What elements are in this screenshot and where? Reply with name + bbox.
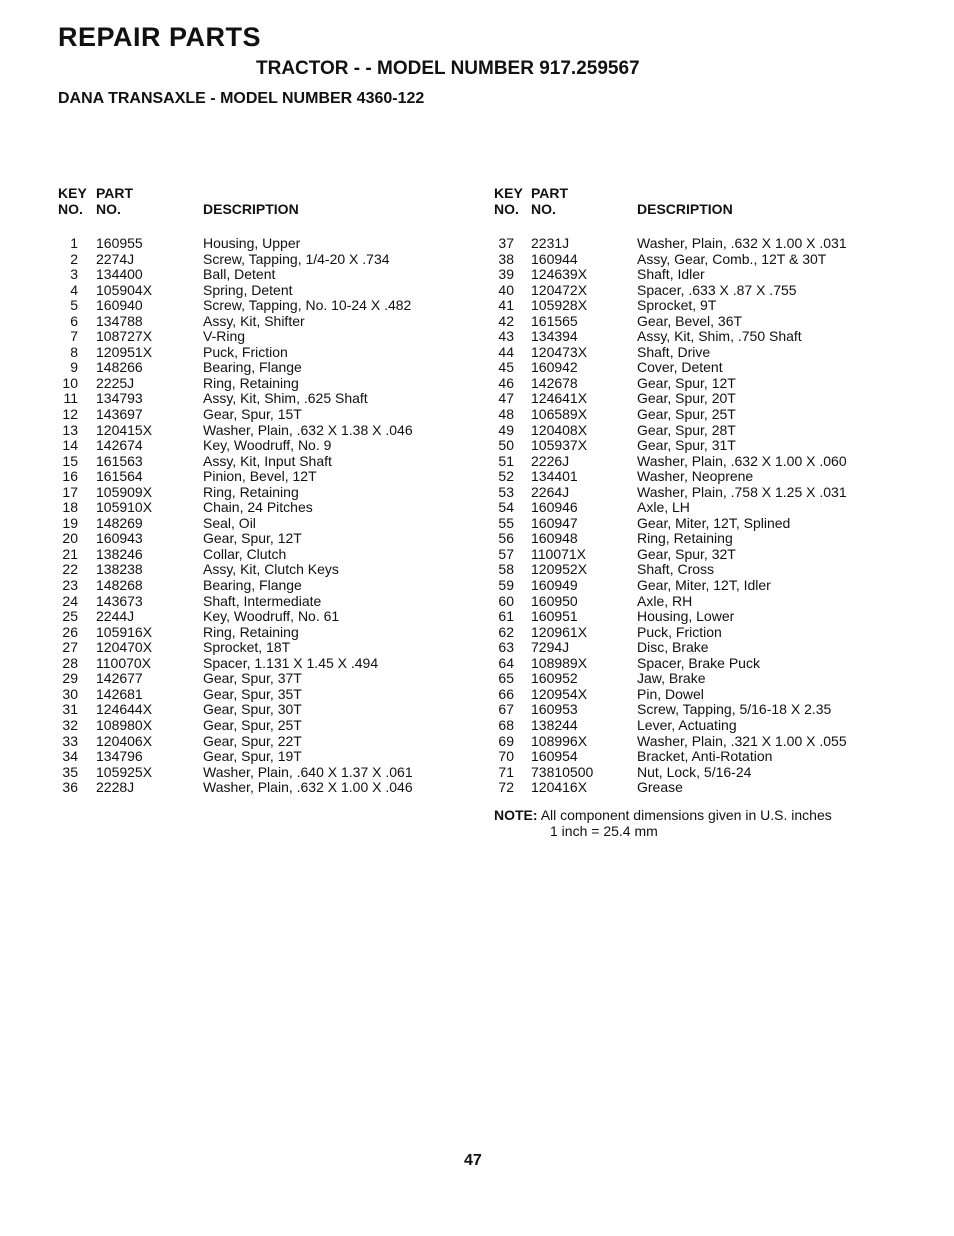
- key-number: 54: [498, 499, 514, 516]
- key-number: 43: [498, 328, 514, 345]
- key-number: 3: [70, 266, 78, 283]
- note-line-1: All component dimensions given in U.S. inches: [540, 807, 832, 823]
- part-number: 120473X: [531, 343, 588, 360]
- part-number: 120954X: [531, 685, 588, 702]
- key-number: 6: [70, 312, 78, 329]
- part-header-2: NO.: [531, 201, 556, 217]
- part-number: 160940: [96, 297, 143, 314]
- page-number: 47: [464, 1152, 482, 1169]
- part-number: 160949: [531, 577, 578, 594]
- part-number: 120415X: [96, 421, 153, 438]
- part-number: 124641X: [531, 390, 588, 407]
- key-number: 29: [62, 670, 78, 687]
- part-description: Ring, Retaining: [203, 374, 299, 391]
- part-description: Pinion, Bevel, 12T: [203, 468, 317, 485]
- key-number: 1: [70, 235, 78, 251]
- part-number: 2226J: [531, 452, 570, 469]
- key-number: 34: [62, 748, 78, 765]
- page-title: REPAIR PARTS: [58, 22, 262, 52]
- part-number: 134796: [96, 748, 143, 765]
- part-description: Grease: [637, 779, 683, 796]
- part-number: 138244: [531, 716, 578, 733]
- part-description: Gear, Spur, 30T: [203, 701, 302, 718]
- part-number: 160953: [531, 701, 578, 718]
- key-number: 33: [62, 732, 78, 749]
- part-number: 142678: [531, 374, 578, 391]
- part-number: 108989X: [531, 654, 588, 671]
- part-number: 124644X: [96, 701, 153, 718]
- key-number: 31: [62, 701, 78, 718]
- key-number: 25: [62, 608, 78, 625]
- key-number: 47: [498, 390, 514, 407]
- key-number: 49: [498, 421, 514, 438]
- key-number: 40: [498, 281, 514, 298]
- note-line-2: 1 inch = 25.4 mm: [550, 822, 658, 839]
- part-description: Spacer, Brake Puck: [637, 654, 760, 671]
- part-description: Assy, Kit, Shifter: [203, 312, 305, 329]
- part-description: Gear, Spur, 28T: [637, 421, 736, 438]
- part-description: Gear, Spur, 12T: [637, 374, 736, 391]
- part-number: 160955: [96, 235, 143, 251]
- part-description: Washer, Plain, .640 X 1.37 X .061: [203, 763, 413, 780]
- part-description: Nut, Lock, 5/16-24: [637, 763, 752, 780]
- part-header-1: PART: [96, 185, 134, 201]
- part-number: 148268: [96, 577, 143, 594]
- part-description: Gear, Spur, 37T: [203, 670, 302, 687]
- part-description: Spring, Detent: [203, 281, 293, 298]
- part-description: Screw, Tapping, 5/16-18 X 2.35: [637, 701, 832, 718]
- key-number: 38: [498, 250, 514, 267]
- part-description: Housing, Upper: [203, 235, 301, 251]
- part-number: 110071X: [531, 545, 587, 562]
- part-number: 160946: [531, 499, 578, 516]
- key-header-2: NO.: [58, 201, 83, 217]
- part-number: 160944: [531, 250, 578, 267]
- part-description: Gear, Miter, 12T, Idler: [637, 577, 771, 594]
- part-number: 120961X: [531, 623, 588, 640]
- part-header-2: NO.: [96, 201, 121, 217]
- part-description: Collar, Clutch: [203, 545, 287, 562]
- part-description: Gear, Spur, 20T: [637, 390, 736, 407]
- part-description: Shaft, Drive: [637, 343, 711, 360]
- part-description: Gear, Spur, 25T: [203, 716, 302, 733]
- part-number: 160947: [531, 514, 578, 531]
- key-number: 68: [498, 716, 514, 733]
- key-number: 23: [62, 577, 78, 594]
- key-number: 8: [70, 343, 78, 360]
- key-number: 13: [62, 421, 78, 438]
- key-number: 2: [70, 250, 78, 267]
- dimension-note: [494, 808, 832, 839]
- part-description: Disc, Brake: [637, 639, 709, 656]
- key-number: 69: [498, 732, 514, 749]
- part-description: Bearing, Flange: [203, 359, 302, 376]
- key-number: 39: [498, 266, 514, 283]
- key-number: 72: [498, 779, 514, 796]
- part-description: Shaft, Intermediate: [203, 592, 322, 609]
- part-header-1: PART: [531, 185, 569, 201]
- key-number: 10: [62, 374, 78, 391]
- key-number: 67: [498, 701, 514, 718]
- key-number: 41: [498, 297, 514, 314]
- part-description: Gear, Bevel, 36T: [637, 312, 743, 329]
- key-number: 36: [62, 779, 78, 796]
- part-description: Gear, Spur, 35T: [203, 685, 302, 702]
- part-number: 108980X: [96, 716, 153, 733]
- part-number: 160954: [531, 748, 578, 765]
- key-number: 5: [70, 297, 78, 314]
- part-number: 2231J: [531, 235, 570, 251]
- key-number: 14: [62, 437, 78, 454]
- key-number: 65: [498, 670, 514, 687]
- part-description: Axle, RH: [637, 592, 693, 609]
- key-number: 57: [498, 545, 514, 562]
- part-description: Shaft, Idler: [637, 266, 705, 283]
- part-description: Washer, Plain, .632 X 1.00 X .031: [637, 235, 847, 251]
- part-number: 120416X: [531, 779, 588, 796]
- part-description: Screw, Tapping, 1/4-20 X .734: [203, 250, 390, 267]
- key-number: 21: [62, 545, 78, 562]
- key-number: 66: [498, 685, 514, 702]
- part-description: Spacer, 1.131 X 1.45 X .494: [203, 654, 379, 671]
- part-description: Gear, Spur, 15T: [203, 406, 302, 423]
- part-number: 160952: [531, 670, 578, 687]
- part-description: Gear, Spur, 25T: [637, 406, 736, 423]
- part-description: Assy, Kit, Input Shaft: [203, 452, 332, 469]
- part-number: 108996X: [531, 732, 588, 749]
- key-number: 46: [498, 374, 514, 391]
- key-number: 9: [70, 359, 78, 376]
- part-number: 120408X: [531, 421, 588, 438]
- key-number: 63: [498, 639, 514, 656]
- part-description: Bearing, Flange: [203, 577, 302, 594]
- part-description: Washer, Plain, .632 X 1.38 X .046: [203, 421, 413, 438]
- key-number: 60: [498, 592, 514, 609]
- key-number: 44: [498, 343, 514, 360]
- key-number: 20: [62, 530, 78, 547]
- part-description: Cover, Detent: [637, 359, 723, 376]
- part-number: 160951: [531, 608, 578, 625]
- part-number: 105937X: [531, 437, 588, 454]
- part-number: 120406X: [96, 732, 153, 749]
- key-header-1: KEY: [58, 185, 87, 201]
- part-number: 120470X: [96, 639, 153, 656]
- key-number: 48: [498, 406, 514, 423]
- part-number: 134401: [531, 468, 578, 485]
- part-description: Shaft, Cross: [637, 561, 715, 578]
- key-number: 7: [70, 328, 78, 345]
- part-number: 134394: [531, 328, 578, 345]
- part-description: Assy, Gear, Comb., 12T & 30T: [637, 250, 827, 267]
- part-number: 2274J: [96, 250, 135, 267]
- part-description: Housing, Lower: [637, 608, 735, 625]
- key-number: 17: [62, 483, 78, 500]
- part-number: 105928X: [531, 297, 588, 314]
- note-label: NOTE:: [494, 807, 538, 823]
- key-number: 58: [498, 561, 514, 578]
- key-number: 37: [498, 235, 514, 251]
- part-number: 142681: [96, 685, 143, 702]
- key-number: 16: [62, 468, 78, 485]
- key-number: 12: [62, 406, 78, 423]
- key-header-2: NO.: [494, 201, 519, 217]
- part-number: 142677: [96, 670, 143, 687]
- section-title: DANA TRANSAXLE - MODEL NUMBER 4360-122: [58, 90, 425, 107]
- key-number: 28: [62, 654, 78, 671]
- part-number: 161565: [531, 312, 578, 329]
- part-number: 124639X: [531, 266, 588, 283]
- key-number: 70: [498, 748, 514, 765]
- part-number: 143673: [96, 592, 143, 609]
- part-number: 134400: [96, 266, 143, 283]
- part-description: Screw, Tapping, No. 10-24 X .482: [203, 297, 412, 314]
- key-number: 53: [498, 483, 514, 500]
- part-description: Assy, Kit, Shim, .625 Shaft: [203, 390, 368, 407]
- part-description: Washer, Plain, .632 X 1.00 X .046: [203, 779, 413, 796]
- key-number: 15: [62, 452, 78, 469]
- key-number: 27: [62, 639, 78, 656]
- part-number: 134793: [96, 390, 143, 407]
- key-number: 55: [498, 514, 514, 531]
- part-description: Assy, Kit, Shim, .750 Shaft: [637, 328, 802, 345]
- description-header: DESCRIPTION: [637, 201, 733, 217]
- key-number: 64: [498, 654, 514, 671]
- part-description: Axle, LH: [637, 499, 690, 516]
- key-number: 32: [62, 716, 78, 733]
- part-number: 106589X: [531, 406, 588, 423]
- part-description: Gear, Spur, 22T: [203, 732, 302, 749]
- part-description: Sprocket, 9T: [637, 297, 717, 314]
- key-number: 4: [70, 281, 78, 298]
- part-number: 105910X: [96, 499, 153, 516]
- part-number: 110070X: [96, 654, 152, 671]
- part-number: 148266: [96, 359, 143, 376]
- part-number: 161563: [96, 452, 143, 469]
- key-number: 19: [62, 514, 78, 531]
- part-number: 148269: [96, 514, 143, 531]
- key-number: 62: [498, 623, 514, 640]
- key-number: 45: [498, 359, 514, 376]
- part-description: Gear, Spur, 32T: [637, 545, 736, 562]
- part-number: 7294J: [531, 639, 570, 656]
- part-description: Ball, Detent: [203, 266, 276, 283]
- part-description: Jaw, Brake: [637, 670, 706, 687]
- key-header-1: KEY: [494, 185, 523, 201]
- part-description: Ring, Retaining: [637, 530, 733, 547]
- key-number: 24: [62, 592, 78, 609]
- key-number: 71: [498, 763, 514, 780]
- part-description: Gear, Spur, 12T: [203, 530, 302, 547]
- part-description: Sprocket, 18T: [203, 639, 291, 656]
- part-description: Washer, Plain, .321 X 1.00 X .055: [637, 732, 847, 749]
- part-number: 2225J: [96, 374, 135, 391]
- part-description: Ring, Retaining: [203, 623, 299, 640]
- key-number: 59: [498, 577, 514, 594]
- part-description: Gear, Miter, 12T, Splined: [637, 514, 791, 531]
- description-header: DESCRIPTION: [203, 201, 299, 217]
- key-number: 50: [498, 437, 514, 454]
- key-number: 22: [62, 561, 78, 578]
- part-number: 161564: [96, 468, 143, 485]
- part-number: 105925X: [96, 763, 153, 780]
- part-number: 134788: [96, 312, 143, 329]
- model-subtitle: TRACTOR - - MODEL NUMBER 917.259567: [256, 58, 640, 79]
- part-number: 108727X: [96, 328, 153, 345]
- part-number: 105909X: [96, 483, 153, 500]
- part-number: 73810500: [531, 763, 594, 780]
- part-number: 160942: [531, 359, 578, 376]
- part-number: 2244J: [96, 608, 135, 625]
- part-description: Key, Woodruff, No. 9: [203, 437, 332, 454]
- part-number: 160948: [531, 530, 578, 547]
- key-number: 18: [62, 499, 78, 516]
- part-number: 160950: [531, 592, 578, 609]
- part-description: Puck, Friction: [637, 623, 722, 640]
- part-number: 138246: [96, 545, 143, 562]
- key-number: 30: [62, 685, 78, 702]
- part-description: Washer, Neoprene: [637, 468, 754, 485]
- part-number: 120951X: [96, 343, 153, 360]
- part-description: Spacer, .633 X .87 X .755: [637, 281, 797, 298]
- part-description: V-Ring: [203, 328, 246, 345]
- key-number: 35: [62, 763, 78, 780]
- key-number: 56: [498, 530, 514, 547]
- key-number: 42: [498, 312, 514, 329]
- part-number: 2264J: [531, 483, 570, 500]
- part-description: Bracket, Anti-Rotation: [637, 748, 773, 765]
- part-number: 143697: [96, 406, 143, 423]
- part-description: Washer, Plain, .758 X 1.25 X .031: [637, 483, 847, 500]
- part-number: 105916X: [96, 623, 153, 640]
- part-number: 138238: [96, 561, 143, 578]
- part-number: 2228J: [96, 779, 135, 796]
- part-description: Lever, Actuating: [637, 716, 737, 733]
- part-description: Washer, Plain, .632 X 1.00 X .060: [637, 452, 847, 469]
- part-description: Assy, Kit, Clutch Keys: [203, 561, 339, 578]
- part-number: 142674: [96, 437, 143, 454]
- part-description: Gear, Spur, 19T: [203, 748, 302, 765]
- part-number: 160943: [96, 530, 143, 547]
- part-description: Chain, 24 Pitches: [203, 499, 313, 516]
- key-number: 26: [62, 623, 78, 640]
- part-description: Gear, Spur, 31T: [637, 437, 736, 454]
- part-number: 120472X: [531, 281, 588, 298]
- part-number: 120952X: [531, 561, 588, 578]
- key-number: 52: [498, 468, 514, 485]
- key-number: 61: [498, 608, 514, 625]
- key-number: 51: [498, 452, 514, 469]
- part-description: Key, Woodruff, No. 61: [203, 608, 340, 625]
- key-number: 11: [63, 390, 78, 407]
- part-description: Seal, Oil: [203, 514, 256, 531]
- part-number: 105904X: [96, 281, 153, 298]
- part-description: Puck, Friction: [203, 343, 288, 360]
- part-description: Pin, Dowel: [637, 685, 704, 702]
- part-description: Ring, Retaining: [203, 483, 299, 500]
